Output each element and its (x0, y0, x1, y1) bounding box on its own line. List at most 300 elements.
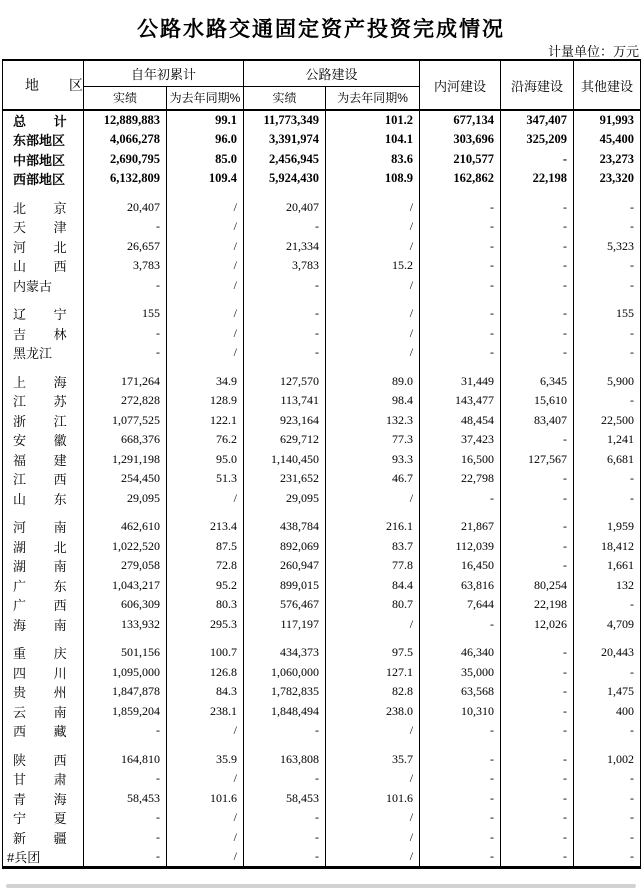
value-cell: 5,323 (574, 237, 641, 257)
value-cell: 128.9 (167, 391, 244, 411)
value-cell: 15.2 (326, 256, 420, 276)
empty-cell (501, 508, 574, 517)
value-cell: 16,450 (420, 556, 501, 576)
value-cell: 143,477 (420, 391, 501, 411)
value-cell: 77.8 (326, 556, 420, 576)
table-row (3, 663, 641, 683)
table-row (3, 847, 641, 868)
value-cell: 113,741 (244, 391, 326, 411)
empty-cell (574, 363, 641, 372)
value-cell: - (84, 217, 167, 237)
separator-row (3, 295, 641, 304)
value-cell: 3,783 (84, 256, 167, 276)
unit-label: 计量单位：万元 (547, 44, 639, 59)
value-cell: - (501, 556, 574, 576)
region-cell: 山 东 (3, 489, 84, 509)
region-cell: 青 海 (3, 789, 84, 809)
value-cell: - (501, 237, 574, 257)
value-cell: 96.0 (167, 130, 244, 150)
empty-cell (3, 741, 84, 750)
value-cell: 1,077,525 (84, 411, 167, 431)
table-row (3, 537, 641, 557)
value-cell: 58,453 (84, 789, 167, 809)
table-row (3, 595, 641, 615)
value-cell: 83.7 (326, 537, 420, 557)
value-cell: / (326, 343, 420, 363)
value-cell: 87.5 (167, 537, 244, 557)
value-cell: 6,345 (501, 372, 574, 392)
value-cell: - (501, 682, 574, 702)
value-cell: 37,423 (420, 430, 501, 450)
empty-cell (84, 508, 167, 517)
region-cell: 新 疆 (3, 828, 84, 848)
value-cell: - (501, 537, 574, 557)
value-cell: - (574, 595, 641, 615)
header-highway-group: 公路建设 (244, 60, 420, 86)
empty-cell (3, 189, 84, 198)
empty-cell (244, 363, 326, 372)
value-cell: / (326, 769, 420, 789)
table-row (3, 769, 641, 789)
value-cell: - (420, 750, 501, 770)
value-cell: / (167, 769, 244, 789)
value-cell: 668,376 (84, 430, 167, 450)
value-cell: / (326, 615, 420, 635)
header-cum-yoy: 为去年同期% (167, 86, 244, 110)
value-cell: - (501, 256, 574, 276)
value-cell: - (501, 469, 574, 489)
value-cell: - (574, 276, 641, 296)
value-cell: - (574, 769, 641, 789)
value-cell: - (501, 517, 574, 537)
value-cell: - (84, 828, 167, 848)
value-cell: - (574, 489, 641, 509)
value-cell: / (167, 343, 244, 363)
empty-cell (244, 634, 326, 643)
value-cell: 213.4 (167, 517, 244, 537)
empty-cell (167, 741, 244, 750)
value-cell: / (326, 808, 420, 828)
value-cell: 1,661 (574, 556, 641, 576)
value-cell: 51.3 (167, 469, 244, 489)
value-cell: 80,254 (501, 576, 574, 596)
value-cell: 1,095,000 (84, 663, 167, 683)
empty-cell (244, 741, 326, 750)
table-row (3, 721, 641, 741)
value-cell: / (167, 217, 244, 237)
value-cell: - (244, 217, 326, 237)
table-row (3, 130, 641, 150)
empty-cell (244, 295, 326, 304)
value-cell: - (420, 615, 501, 635)
value-cell: 18,412 (574, 537, 641, 557)
table-row (3, 324, 641, 344)
value-cell: 295.3 (167, 615, 244, 635)
value-cell: 72.8 (167, 556, 244, 576)
value-cell: - (574, 217, 641, 237)
value-cell: 606,309 (84, 595, 167, 615)
value-cell: 16,500 (420, 450, 501, 470)
value-cell: - (84, 721, 167, 741)
value-cell: 20,443 (574, 643, 641, 663)
value-cell: / (326, 217, 420, 237)
value-cell: / (326, 304, 420, 324)
value-cell: 76.2 (167, 430, 244, 450)
value-cell: / (326, 489, 420, 509)
value-cell: - (244, 721, 326, 741)
value-cell: 1,291,198 (84, 450, 167, 470)
value-cell: - (501, 343, 574, 363)
empty-cell (574, 634, 641, 643)
value-cell: - (501, 750, 574, 770)
header-region: 地 区 (3, 60, 84, 110)
empty-cell (326, 189, 420, 198)
value-cell: 231,652 (244, 469, 326, 489)
value-cell: / (326, 276, 420, 296)
value-cell: 101.6 (326, 789, 420, 809)
value-cell: - (84, 808, 167, 828)
empty-cell (167, 634, 244, 643)
value-cell: / (167, 276, 244, 296)
value-cell: 629,712 (244, 430, 326, 450)
value-cell: 1,241 (574, 430, 641, 450)
table-row (3, 217, 641, 237)
value-cell: 127.1 (326, 663, 420, 683)
separator-row (3, 508, 641, 517)
value-cell: / (167, 304, 244, 324)
table-row (3, 411, 641, 431)
value-cell: 1,959 (574, 517, 641, 537)
value-cell: 93.3 (326, 450, 420, 470)
value-cell: 108.9 (326, 169, 420, 189)
value-cell: 63,568 (420, 682, 501, 702)
value-cell: 5,900 (574, 372, 641, 392)
value-cell: - (420, 808, 501, 828)
value-cell: 164,810 (84, 750, 167, 770)
table-row (3, 489, 641, 509)
value-cell: 26,657 (84, 237, 167, 257)
table-row (3, 430, 641, 450)
empty-cell (326, 508, 420, 517)
value-cell: - (501, 324, 574, 344)
value-cell: - (420, 304, 501, 324)
value-cell: - (244, 343, 326, 363)
value-cell: - (501, 489, 574, 509)
value-cell: - (574, 789, 641, 809)
value-cell: - (244, 304, 326, 324)
value-cell: 400 (574, 702, 641, 722)
value-cell: 58,453 (244, 789, 326, 809)
header-coastal: 沿海建设 (501, 60, 574, 110)
region-cell: 总 计 (3, 110, 84, 130)
empty-cell (574, 295, 641, 304)
value-cell: - (84, 343, 167, 363)
empty-cell (84, 295, 167, 304)
value-cell: - (244, 808, 326, 828)
value-cell: / (167, 828, 244, 848)
value-cell: 4,709 (574, 615, 641, 635)
value-cell: 238.0 (326, 702, 420, 722)
value-cell: 85.0 (167, 150, 244, 170)
value-cell: / (167, 847, 244, 868)
empty-cell (84, 741, 167, 750)
value-cell: 20,407 (244, 198, 326, 218)
value-cell: / (167, 489, 244, 509)
value-cell: 132.3 (326, 411, 420, 431)
empty-cell (84, 634, 167, 643)
value-cell: 122.1 (167, 411, 244, 431)
value-cell: 126.8 (167, 663, 244, 683)
value-cell: - (420, 276, 501, 296)
value-cell: / (326, 847, 420, 868)
empty-cell (167, 295, 244, 304)
value-cell: 279,058 (84, 556, 167, 576)
value-cell: - (84, 276, 167, 296)
table-row (3, 702, 641, 722)
value-cell: - (501, 789, 574, 809)
table-row (3, 469, 641, 489)
region-cell: 广 东 (3, 576, 84, 596)
region-cell: 宁 夏 (3, 808, 84, 828)
table-row (3, 150, 641, 170)
region-cell: #兵团 (3, 847, 84, 868)
value-cell: 22,500 (574, 411, 641, 431)
region-cell: 浙 江 (3, 411, 84, 431)
value-cell: / (167, 198, 244, 218)
table-row (3, 237, 641, 257)
value-cell: 82.8 (326, 682, 420, 702)
empty-cell (326, 295, 420, 304)
value-cell: 892,069 (244, 537, 326, 557)
value-cell: 272,828 (84, 391, 167, 411)
value-cell: 1,859,204 (84, 702, 167, 722)
value-cell: - (501, 663, 574, 683)
value-cell: - (501, 847, 574, 868)
table-row (3, 808, 641, 828)
value-cell: 95.0 (167, 450, 244, 470)
value-cell: - (420, 237, 501, 257)
value-cell: - (501, 150, 574, 170)
region-cell: 四 川 (3, 663, 84, 683)
value-cell: 97.5 (326, 643, 420, 663)
value-cell: 48,454 (420, 411, 501, 431)
value-cell: 45,400 (574, 130, 641, 150)
value-cell: 1,475 (574, 682, 641, 702)
value-cell: - (501, 304, 574, 324)
value-cell: 6,132,809 (84, 169, 167, 189)
region-cell: 黑龙江 (3, 343, 84, 363)
value-cell: 677,134 (420, 110, 501, 130)
value-cell: - (244, 324, 326, 344)
value-cell: - (574, 256, 641, 276)
empty-cell (574, 508, 641, 517)
value-cell: - (420, 324, 501, 344)
value-cell: 2,456,945 (244, 150, 326, 170)
region-cell: 安 徽 (3, 430, 84, 450)
value-cell: 83,407 (501, 411, 574, 431)
value-cell: 80.7 (326, 595, 420, 615)
table-row (3, 576, 641, 596)
value-cell: 1,002 (574, 750, 641, 770)
region-cell: 中部地区 (3, 150, 84, 170)
empty-cell (3, 508, 84, 517)
empty-cell (167, 189, 244, 198)
region-cell: 湖 北 (3, 537, 84, 557)
value-cell: 216.1 (326, 517, 420, 537)
value-cell: 83.6 (326, 150, 420, 170)
value-cell: 2,690,795 (84, 150, 167, 170)
value-cell: - (501, 769, 574, 789)
separator-row (3, 741, 641, 750)
empty-cell (326, 634, 420, 643)
empty-cell (84, 189, 167, 198)
value-cell: - (84, 324, 167, 344)
table-row (3, 750, 641, 770)
table-body (3, 110, 641, 868)
empty-cell (501, 363, 574, 372)
value-cell: / (326, 828, 420, 848)
value-cell: - (501, 430, 574, 450)
empty-cell (3, 634, 84, 643)
separator-row (3, 189, 641, 198)
table-row (3, 391, 641, 411)
value-cell: 101.2 (326, 110, 420, 130)
value-cell: 100.7 (167, 643, 244, 663)
table-row (3, 304, 641, 324)
value-cell: - (420, 789, 501, 809)
value-cell: 15,610 (501, 391, 574, 411)
value-cell: - (244, 828, 326, 848)
region-cell: 西部地区 (3, 169, 84, 189)
value-cell: - (574, 828, 641, 848)
value-cell: - (574, 469, 641, 489)
value-cell: - (84, 847, 167, 868)
value-cell: 22,798 (420, 469, 501, 489)
value-cell: - (501, 643, 574, 663)
value-cell: 29,095 (244, 489, 326, 509)
value-cell: 7,644 (420, 595, 501, 615)
table-row (3, 169, 641, 189)
table-row (3, 643, 641, 663)
value-cell: 132 (574, 576, 641, 596)
empty-cell (167, 508, 244, 517)
region-cell: 上 海 (3, 372, 84, 392)
value-cell: 3,783 (244, 256, 326, 276)
region-cell: 甘 肃 (3, 769, 84, 789)
value-cell: - (501, 721, 574, 741)
value-cell: - (501, 828, 574, 848)
value-cell: 438,784 (244, 517, 326, 537)
value-cell: / (326, 237, 420, 257)
empty-cell (3, 295, 84, 304)
value-cell: - (574, 324, 641, 344)
region-cell: 江 西 (3, 469, 84, 489)
value-cell: 1,060,000 (244, 663, 326, 683)
empty-cell (501, 634, 574, 643)
value-cell: 133,932 (84, 615, 167, 635)
separator-row (3, 634, 641, 643)
value-cell: / (326, 721, 420, 741)
header-cum-actual: 实绩 (84, 86, 167, 110)
table-row (3, 256, 641, 276)
empty-cell (84, 363, 167, 372)
empty-cell (167, 363, 244, 372)
header-highway-yoy: 为去年同期% (326, 86, 420, 110)
value-cell: 325,209 (501, 130, 574, 150)
value-cell: 3,391,974 (244, 130, 326, 150)
value-cell: 35.9 (167, 750, 244, 770)
table-row (3, 110, 641, 130)
value-cell: 12,889,883 (84, 110, 167, 130)
value-cell: 576,467 (244, 595, 326, 615)
header-highway-actual: 实绩 (244, 86, 326, 110)
value-cell: 22,198 (501, 595, 574, 615)
region-cell: 贵 州 (3, 682, 84, 702)
value-cell: 29,095 (84, 489, 167, 509)
empty-cell (326, 363, 420, 372)
value-cell: 1,782,835 (244, 682, 326, 702)
value-cell: 260,947 (244, 556, 326, 576)
region-cell: 北 京 (3, 198, 84, 218)
value-cell: 31,449 (420, 372, 501, 392)
value-cell: 84.3 (167, 682, 244, 702)
value-cell: 95.2 (167, 576, 244, 596)
value-cell: 210,577 (420, 150, 501, 170)
value-cell: 104.1 (326, 130, 420, 150)
value-cell: 35,000 (420, 663, 501, 683)
region-cell: 内蒙古 (3, 276, 84, 296)
page-title: 公路水路交通固定资产投资完成情况 (137, 18, 505, 41)
value-cell: - (420, 769, 501, 789)
region-cell: 湖 南 (3, 556, 84, 576)
value-cell: 80.3 (167, 595, 244, 615)
region-cell: 东部地区 (3, 130, 84, 150)
header-row-1 (3, 60, 641, 86)
value-cell: - (244, 847, 326, 868)
value-cell: 155 (574, 304, 641, 324)
value-cell: 22,198 (501, 169, 574, 189)
value-cell: 1,140,450 (244, 450, 326, 470)
empty-cell (420, 295, 501, 304)
value-cell: 1,043,217 (84, 576, 167, 596)
value-cell: / (167, 256, 244, 276)
region-cell: 重 庆 (3, 643, 84, 663)
value-cell: 77.3 (326, 430, 420, 450)
bottom-scrollbar-track (6, 884, 636, 888)
value-cell: 91,993 (574, 110, 641, 130)
value-cell: 254,450 (84, 469, 167, 489)
table-row (3, 615, 641, 635)
value-cell: - (420, 828, 501, 848)
value-cell: 23,273 (574, 150, 641, 170)
empty-cell (574, 189, 641, 198)
region-cell: 海 南 (3, 615, 84, 635)
region-cell: 西 藏 (3, 721, 84, 741)
value-cell: - (574, 847, 641, 868)
value-cell: - (574, 343, 641, 363)
value-cell: - (420, 721, 501, 741)
value-cell: 127,567 (501, 450, 574, 470)
value-cell: 23,320 (574, 169, 641, 189)
value-cell: 347,407 (501, 110, 574, 130)
table-row (3, 372, 641, 392)
value-cell: - (574, 721, 641, 741)
value-cell: - (574, 391, 641, 411)
value-cell: 501,156 (84, 643, 167, 663)
value-cell: - (501, 217, 574, 237)
value-cell: 127,570 (244, 372, 326, 392)
table-row (3, 789, 641, 809)
